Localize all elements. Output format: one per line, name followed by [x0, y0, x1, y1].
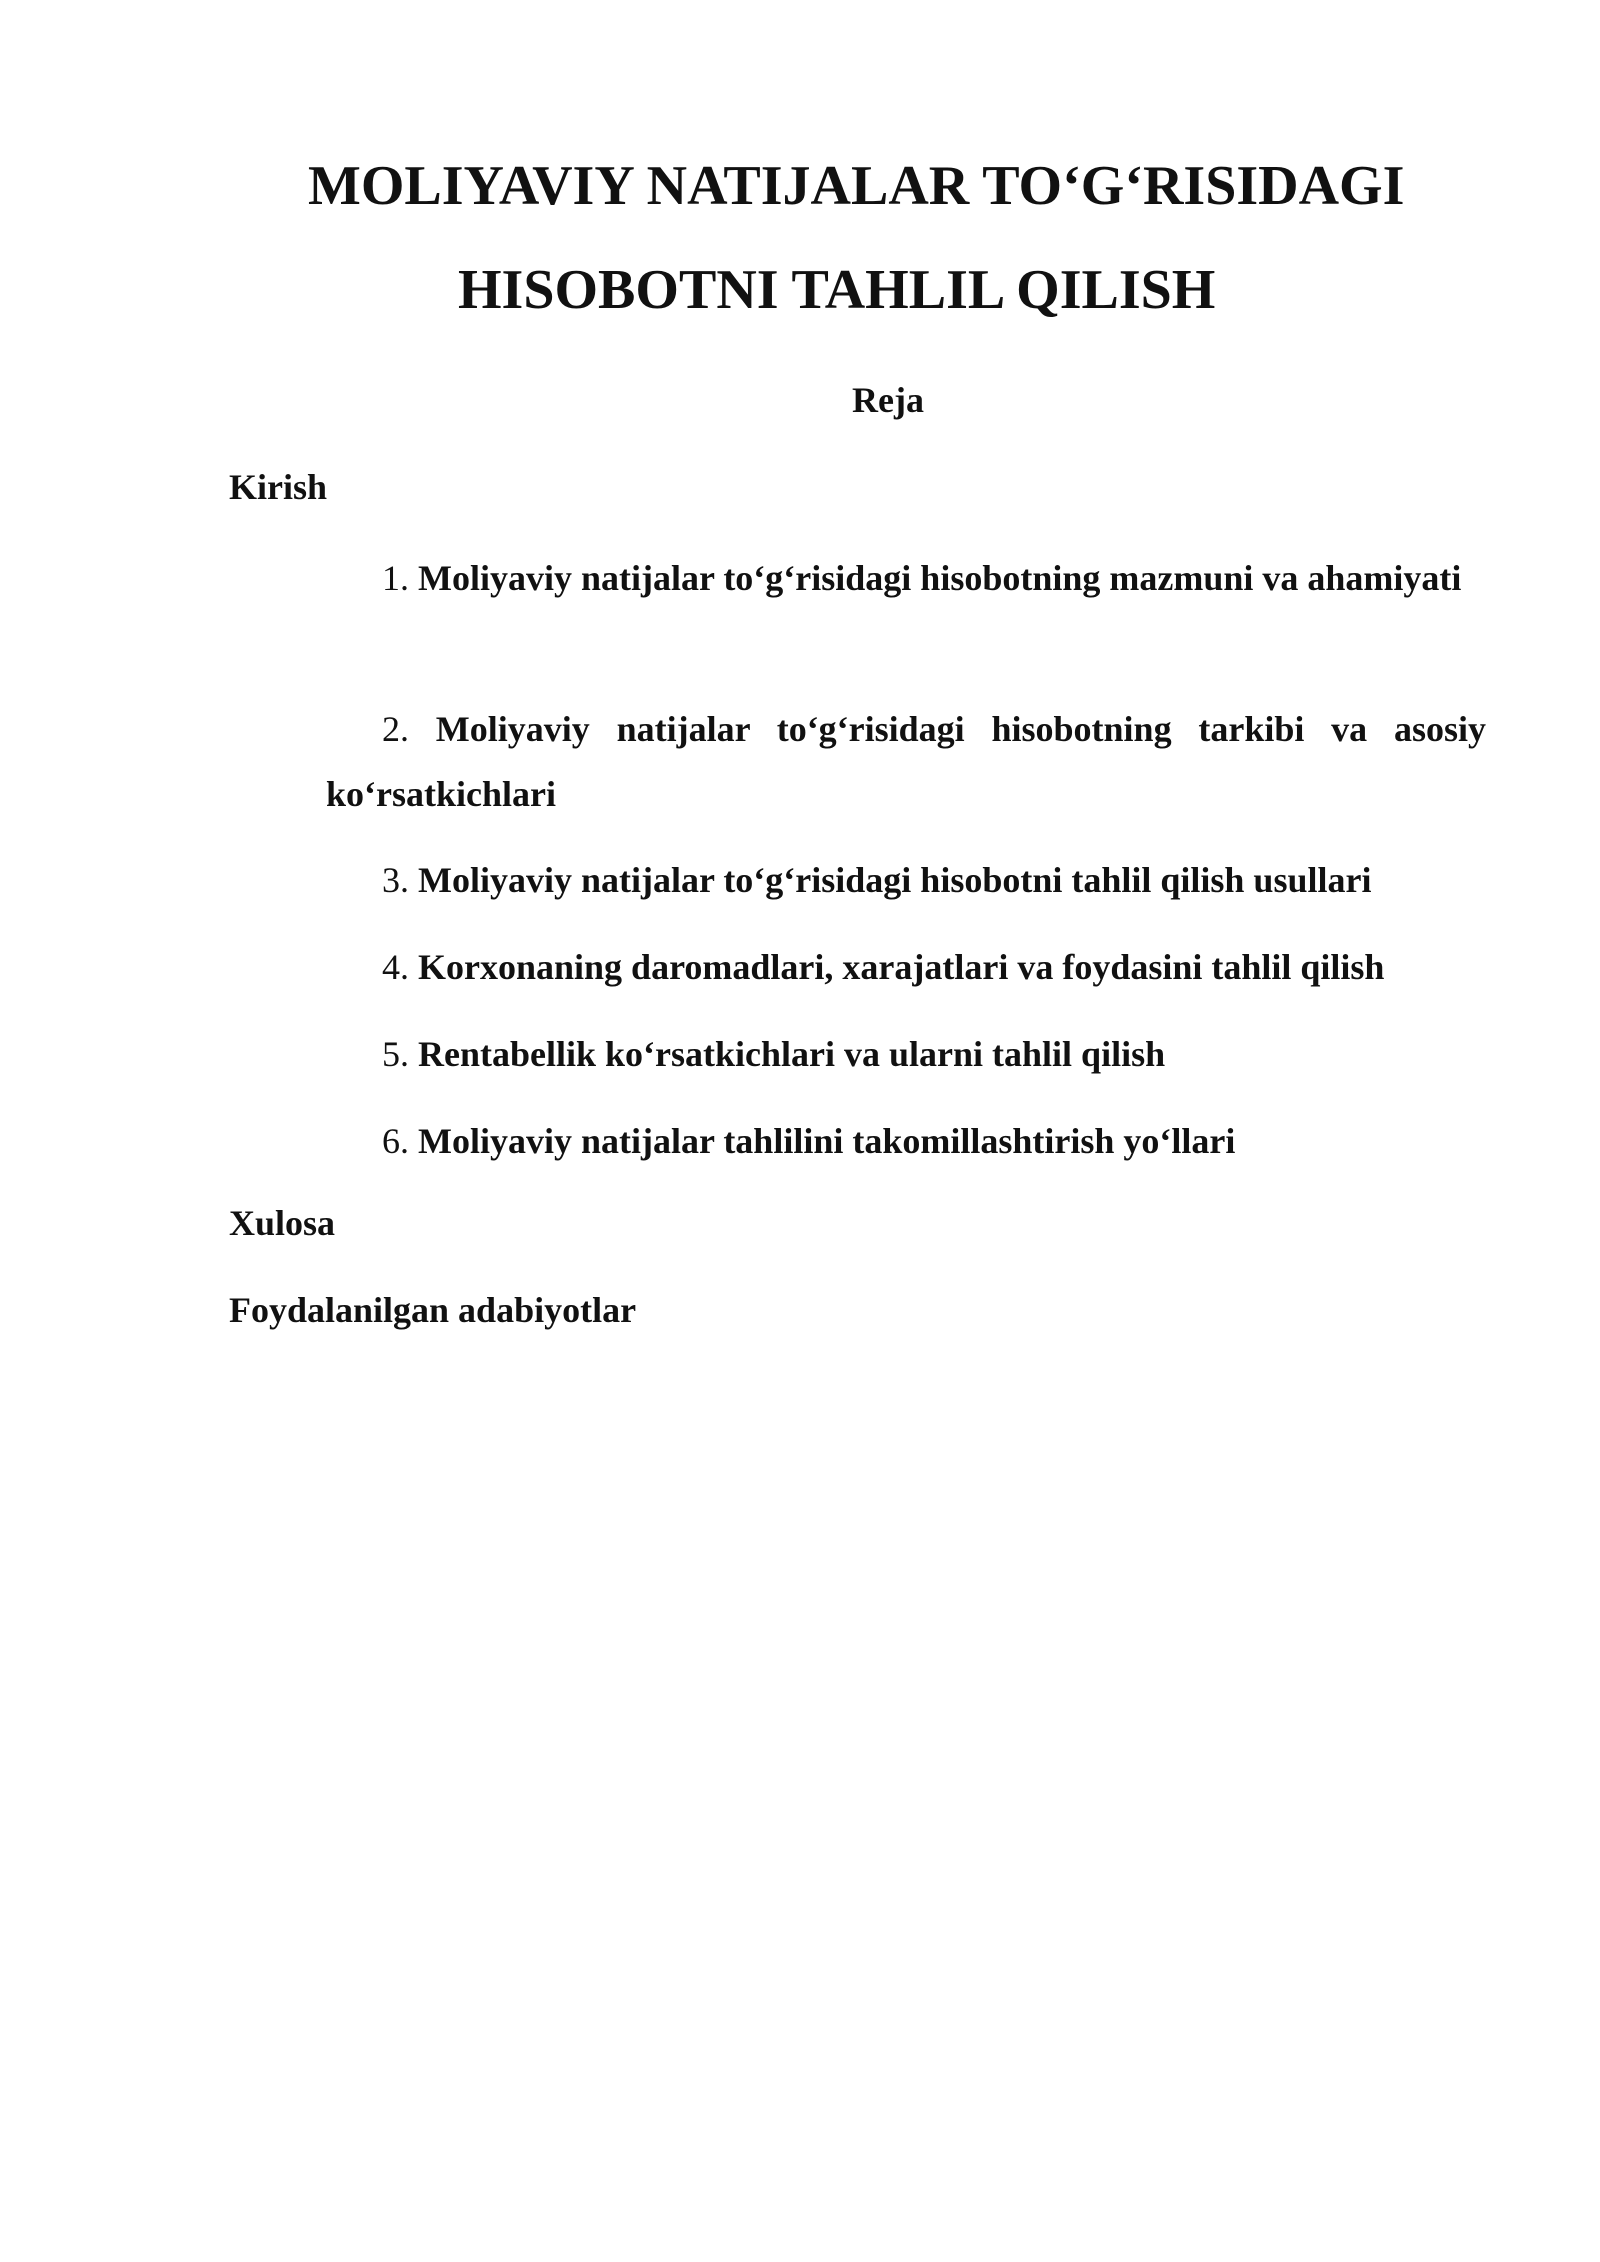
plan-item-number: 3.	[382, 860, 409, 900]
plan-item-number: 1.	[382, 558, 409, 598]
plan-item-text: Rentabellik ko‘rsatkichlari va ularni tahlil qilish	[418, 1034, 1166, 1074]
plan-item-number: 6.	[382, 1121, 409, 1161]
plan-item-number: 4.	[382, 947, 409, 987]
plan-item	[326, 546, 1486, 611]
section-conclusion: Xulosa	[229, 1203, 336, 1243]
plan-item-text: Moliyaviy natijalar to‘g‘risidagi hisobotni tahlil qilish usullari	[418, 860, 1372, 900]
plan-item	[326, 697, 1486, 827]
plan-item-text: Korxonaning daromadlari, xarajatlari va foydasini tahlil qilish	[418, 947, 1385, 987]
plan-item-text: Moliyaviy natijalar to‘g‘risidagi hisobotning mazmuni va ahamiyati	[418, 558, 1462, 598]
plan-heading: Reja	[852, 380, 924, 420]
plan-item	[326, 848, 1542, 913]
plan-item-number: 5.	[382, 1034, 409, 1074]
plan-item	[326, 935, 1542, 1000]
plan-item-text: Moliyaviy natijalar tahlilini takomillashtirish yo‘llari	[418, 1121, 1236, 1161]
plan-item	[326, 1022, 1542, 1087]
plan-item-number: 2.	[382, 709, 409, 749]
document-title-line-1: MOLIYAVIY NATIJALAR TO‘G‘RISIDAGI	[308, 155, 1405, 217]
plan-item-text: Moliyaviy natijalar to‘g‘risidagi hisobotning tarkibi va asosiy ko‘rsatkichlari	[326, 709, 1486, 814]
document-title-line-2: HISOBOTNI TAHLIL QILISH	[458, 259, 1216, 321]
plan-item	[326, 1109, 1542, 1174]
section-references: Foydalanilgan adabiyotlar	[229, 1290, 637, 1330]
section-introduction: Kirish	[229, 467, 328, 507]
